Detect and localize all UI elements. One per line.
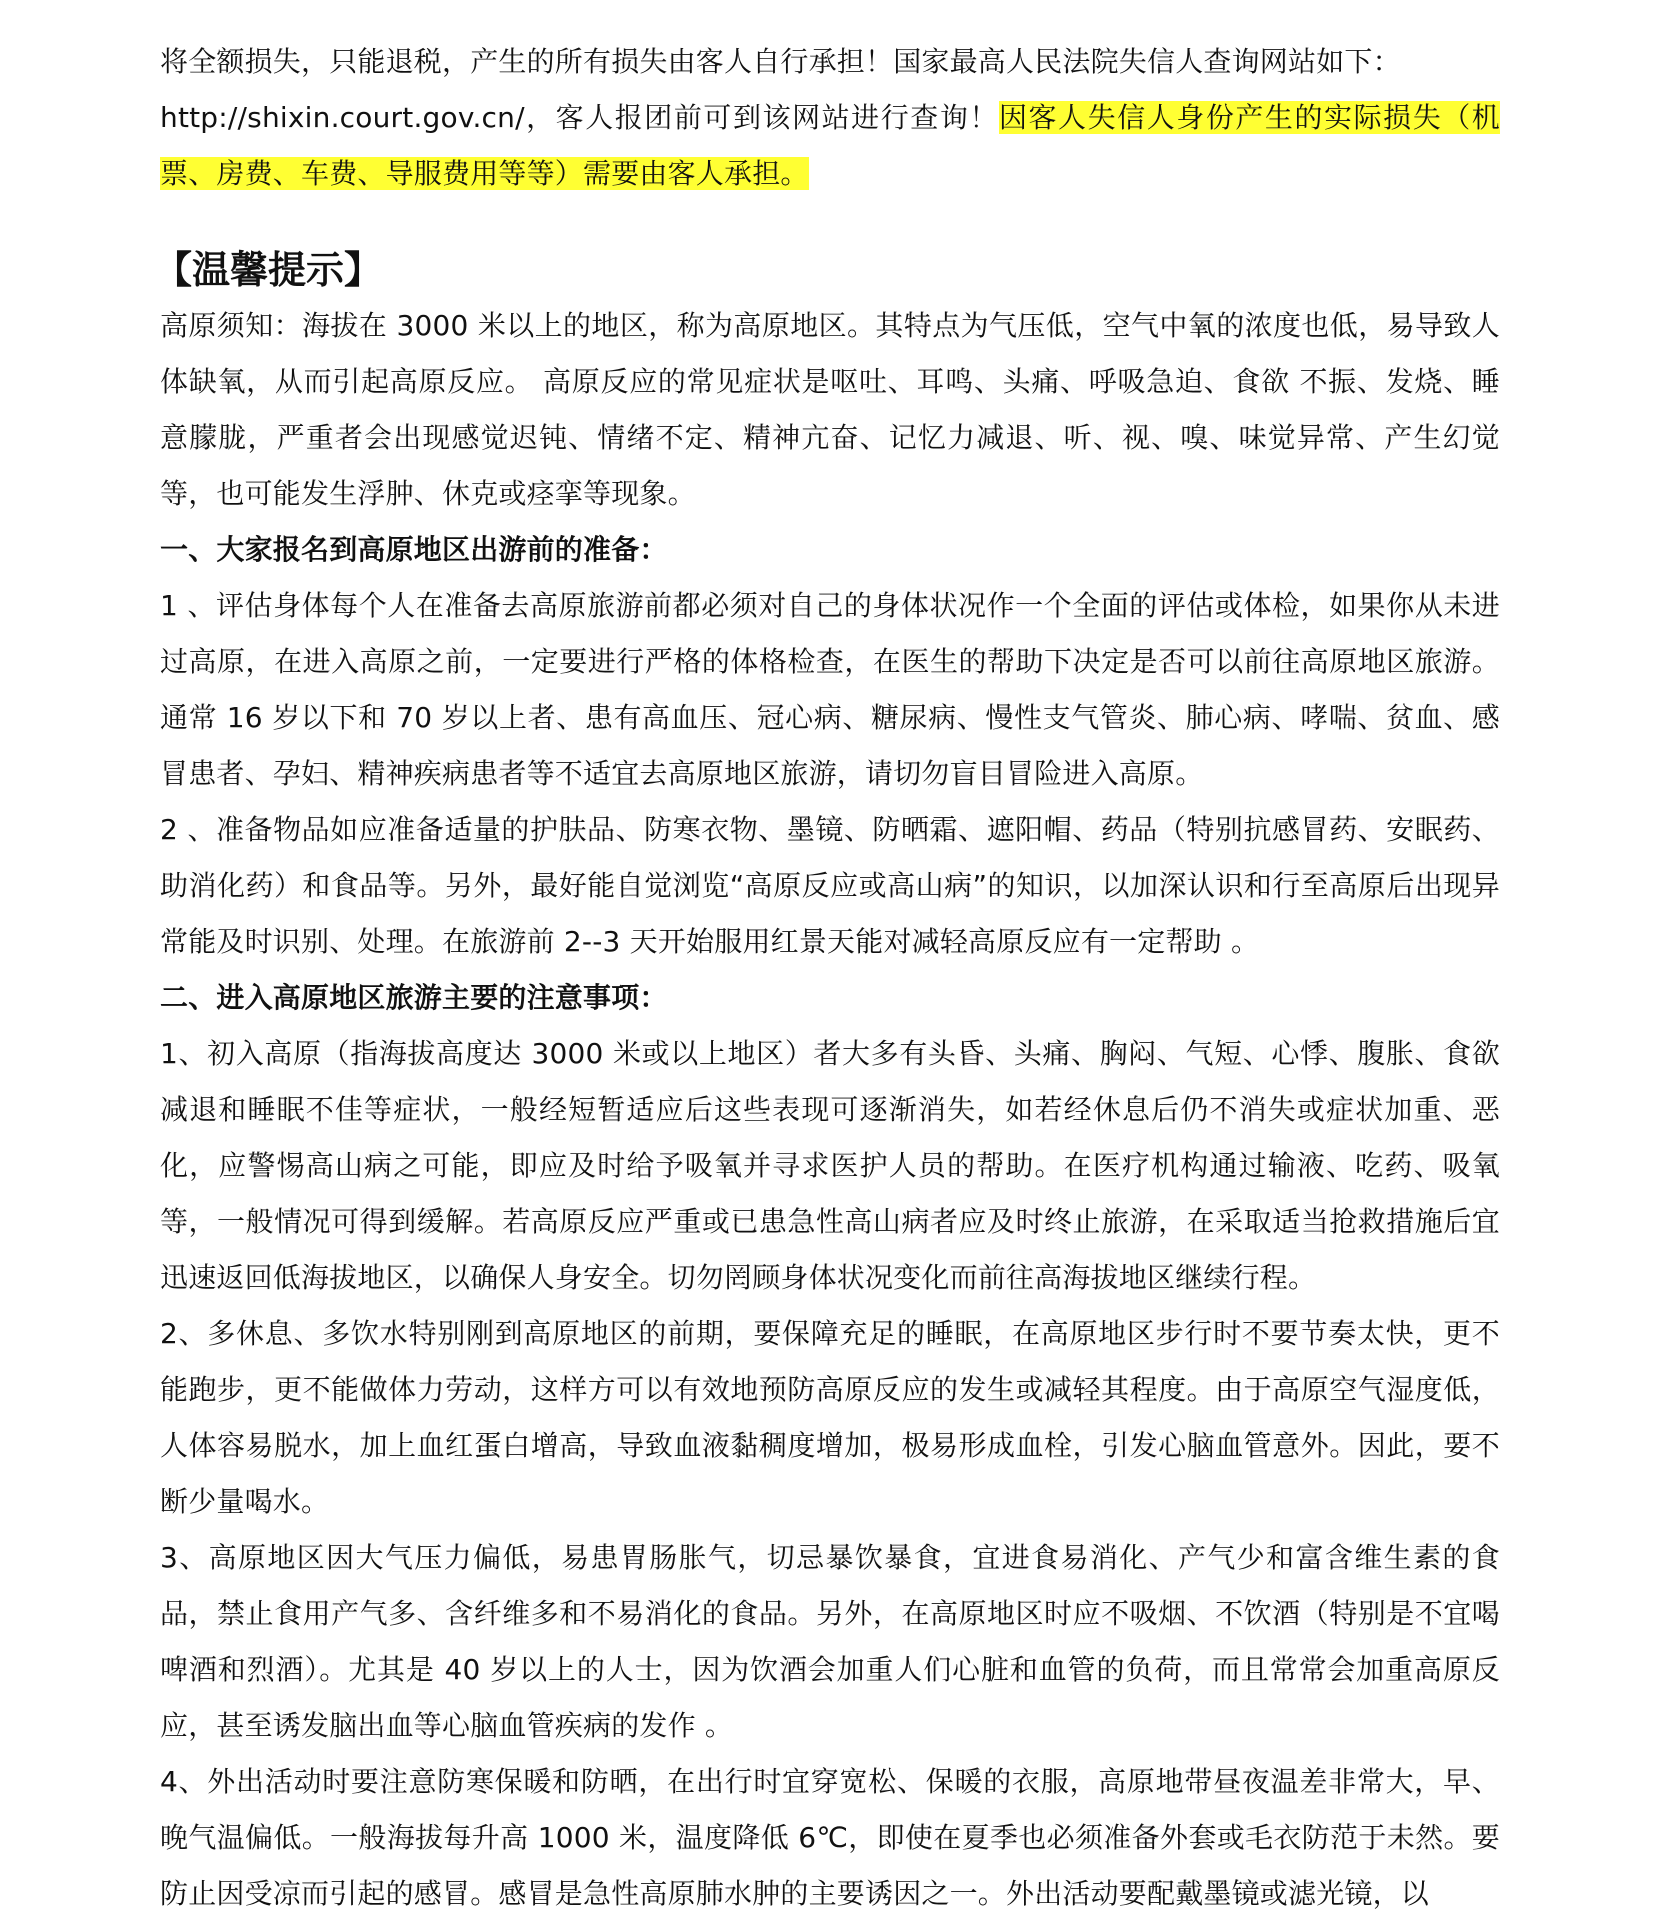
section-1-heading: 一、大家报名到高原地区出游前的准备：: [160, 533, 668, 566]
document-page: [154, 34, 1501, 1922]
intro-paragraph: [160, 34, 1500, 202]
section-2-heading: 二、进入高原地区旅游主要的注意事项：: [160, 981, 668, 1014]
intro-line-1: 将全额损失，只能退税，产生的所有损失由客人自行承担！国家最高人民法院失信人查询网站如下：: [160, 45, 1401, 78]
section-2-item-2: 2、多休息、多饮水特别刚到高原地区的前期，要保障充足的睡眠，在高原地区步行时不要节奏太快，更不能跑步，更不能做体力劳动，这样方可以有效地预防高原反应的发生或减轻其程度。由于高原空气湿度低，人体容易脱水，加上血红蛋白增高，导致血液黏稠度增加，极易形成血栓，引发心脑血管意外。因此，要不断少量喝水。: [160, 1317, 1500, 1518]
section-2-item-4: 4、外出活动时要注意防寒保暖和防晒，在出行时宜穿宽松、保暖的衣服，高原地带昼夜温差非常大，早、晚气温偏低。一般海拔每升高 1000 米，温度降低 6℃，即使在夏季也必须准备外套或毛衣防范于未然。要防止因受凉而引起的感冒。感冒是急性高原肺水肿的主要诱因之一。外出活动要配戴墨镜或滤光镜，以: [160, 1765, 1500, 1910]
section-2-item-3: 3、高原地区因大气压力偏低，易患胃肠胀气，切忌暴饮暴食，宜进食易消化、产气少和富含维生素的食品，禁止食用产气多、含纤维多和不易消化的食品。另外，在高原地区时应不吸烟、不饮酒（特别是不宜喝啤酒和烈酒）。尤其是 40 岁以上的人士，因为饮酒会加重人们心脏和血管的负荷，而且常常会加重高原反应，甚至诱发脑出血等心脑血管疾病的发作 。: [160, 1541, 1500, 1742]
plateau-note: 高原须知：海拔在 3000 米以上的地区，称为高原地区。其特点为气压低，空气中氧的浓度也低，易导致人体缺氧，从而引起高原反应。 高原反应的常见症状是呕吐、耳鸣、头痛、呼吸急迫、食欲 不振、发烧、睡意朦胧，严重者会出现感觉迟钝、情绪不定、精神亢奋、记忆力减退、听、视、嗅、味觉异常、产生幻觉等，也可能发生浮肿、休克或痉挛等现象。: [160, 309, 1500, 510]
section-1-item-1: 1 、评估身体每个人在准备去高原旅游前都必须对自己的身体状况作一个全面的评估或体检，如果你从未进过高原，在进入高原之前，一定要进行严格的体格检查，在医生的帮助下决定是否可以前往高原地区旅游。通常 16 岁以下和 70 岁以上者、患有高血压、冠心病、糖尿病、慢性支气管炎、肺心病、哮喘、贫血、感冒患者、孕妇、精神疾病患者等不适宜去高原地区旅游，请切勿盲目冒险进入高原。: [160, 589, 1500, 790]
highlighted-notice: 因客人失信人身份产生的实际损失（机票、房费、车费、导服费用等等）需要由客人承担。: [160, 101, 1501, 190]
section-1-item-2: 2 、准备物品如应准备适量的护肤品、防寒衣物、墨镜、防晒霜、遮阳帽、药品（特别抗感冒药、安眠药、助消化药）和食品等。另外，最好能自觉浏览“高原反应或高山病”的知识，以加深认识和行至高原后出现异常能及时识别、处理。在旅游前 2--3 天开始服用红景天能对减轻高原反应有一定帮助 。: [160, 813, 1500, 958]
intro-after-url: ，客人报团前可到该网站进行查询！: [524, 101, 999, 134]
section-2-item-1: 1、初入高原（指海拔高度达 3000 米或以上地区）者大多有头昏、头痛、胸闷、气短、心悸、腹胀、食欲减退和睡眠不佳等症状，一般经短暂适应后这些表现可逐渐消失，如若经休息后仍不消失或症状加重、恶化，应警惕高山病之可能，即应及时给予吸氧并寻求医护人员的帮助。在医疗机构通过输液、吃药、吸氧等，一般情况可得到缓解。若高原反应严重或已患急性高山病者应及时终止旅游，在采取适当抢救措施后宜迅速返回低海拔地区，以确保人身安全。切勿罔顾身体状况变化而前往高海拔地区继续行程。: [160, 1037, 1500, 1294]
tips-title: 【温馨提示】: [154, 248, 383, 292]
court-url: http://shixin.court.gov.cn/: [160, 101, 525, 134]
